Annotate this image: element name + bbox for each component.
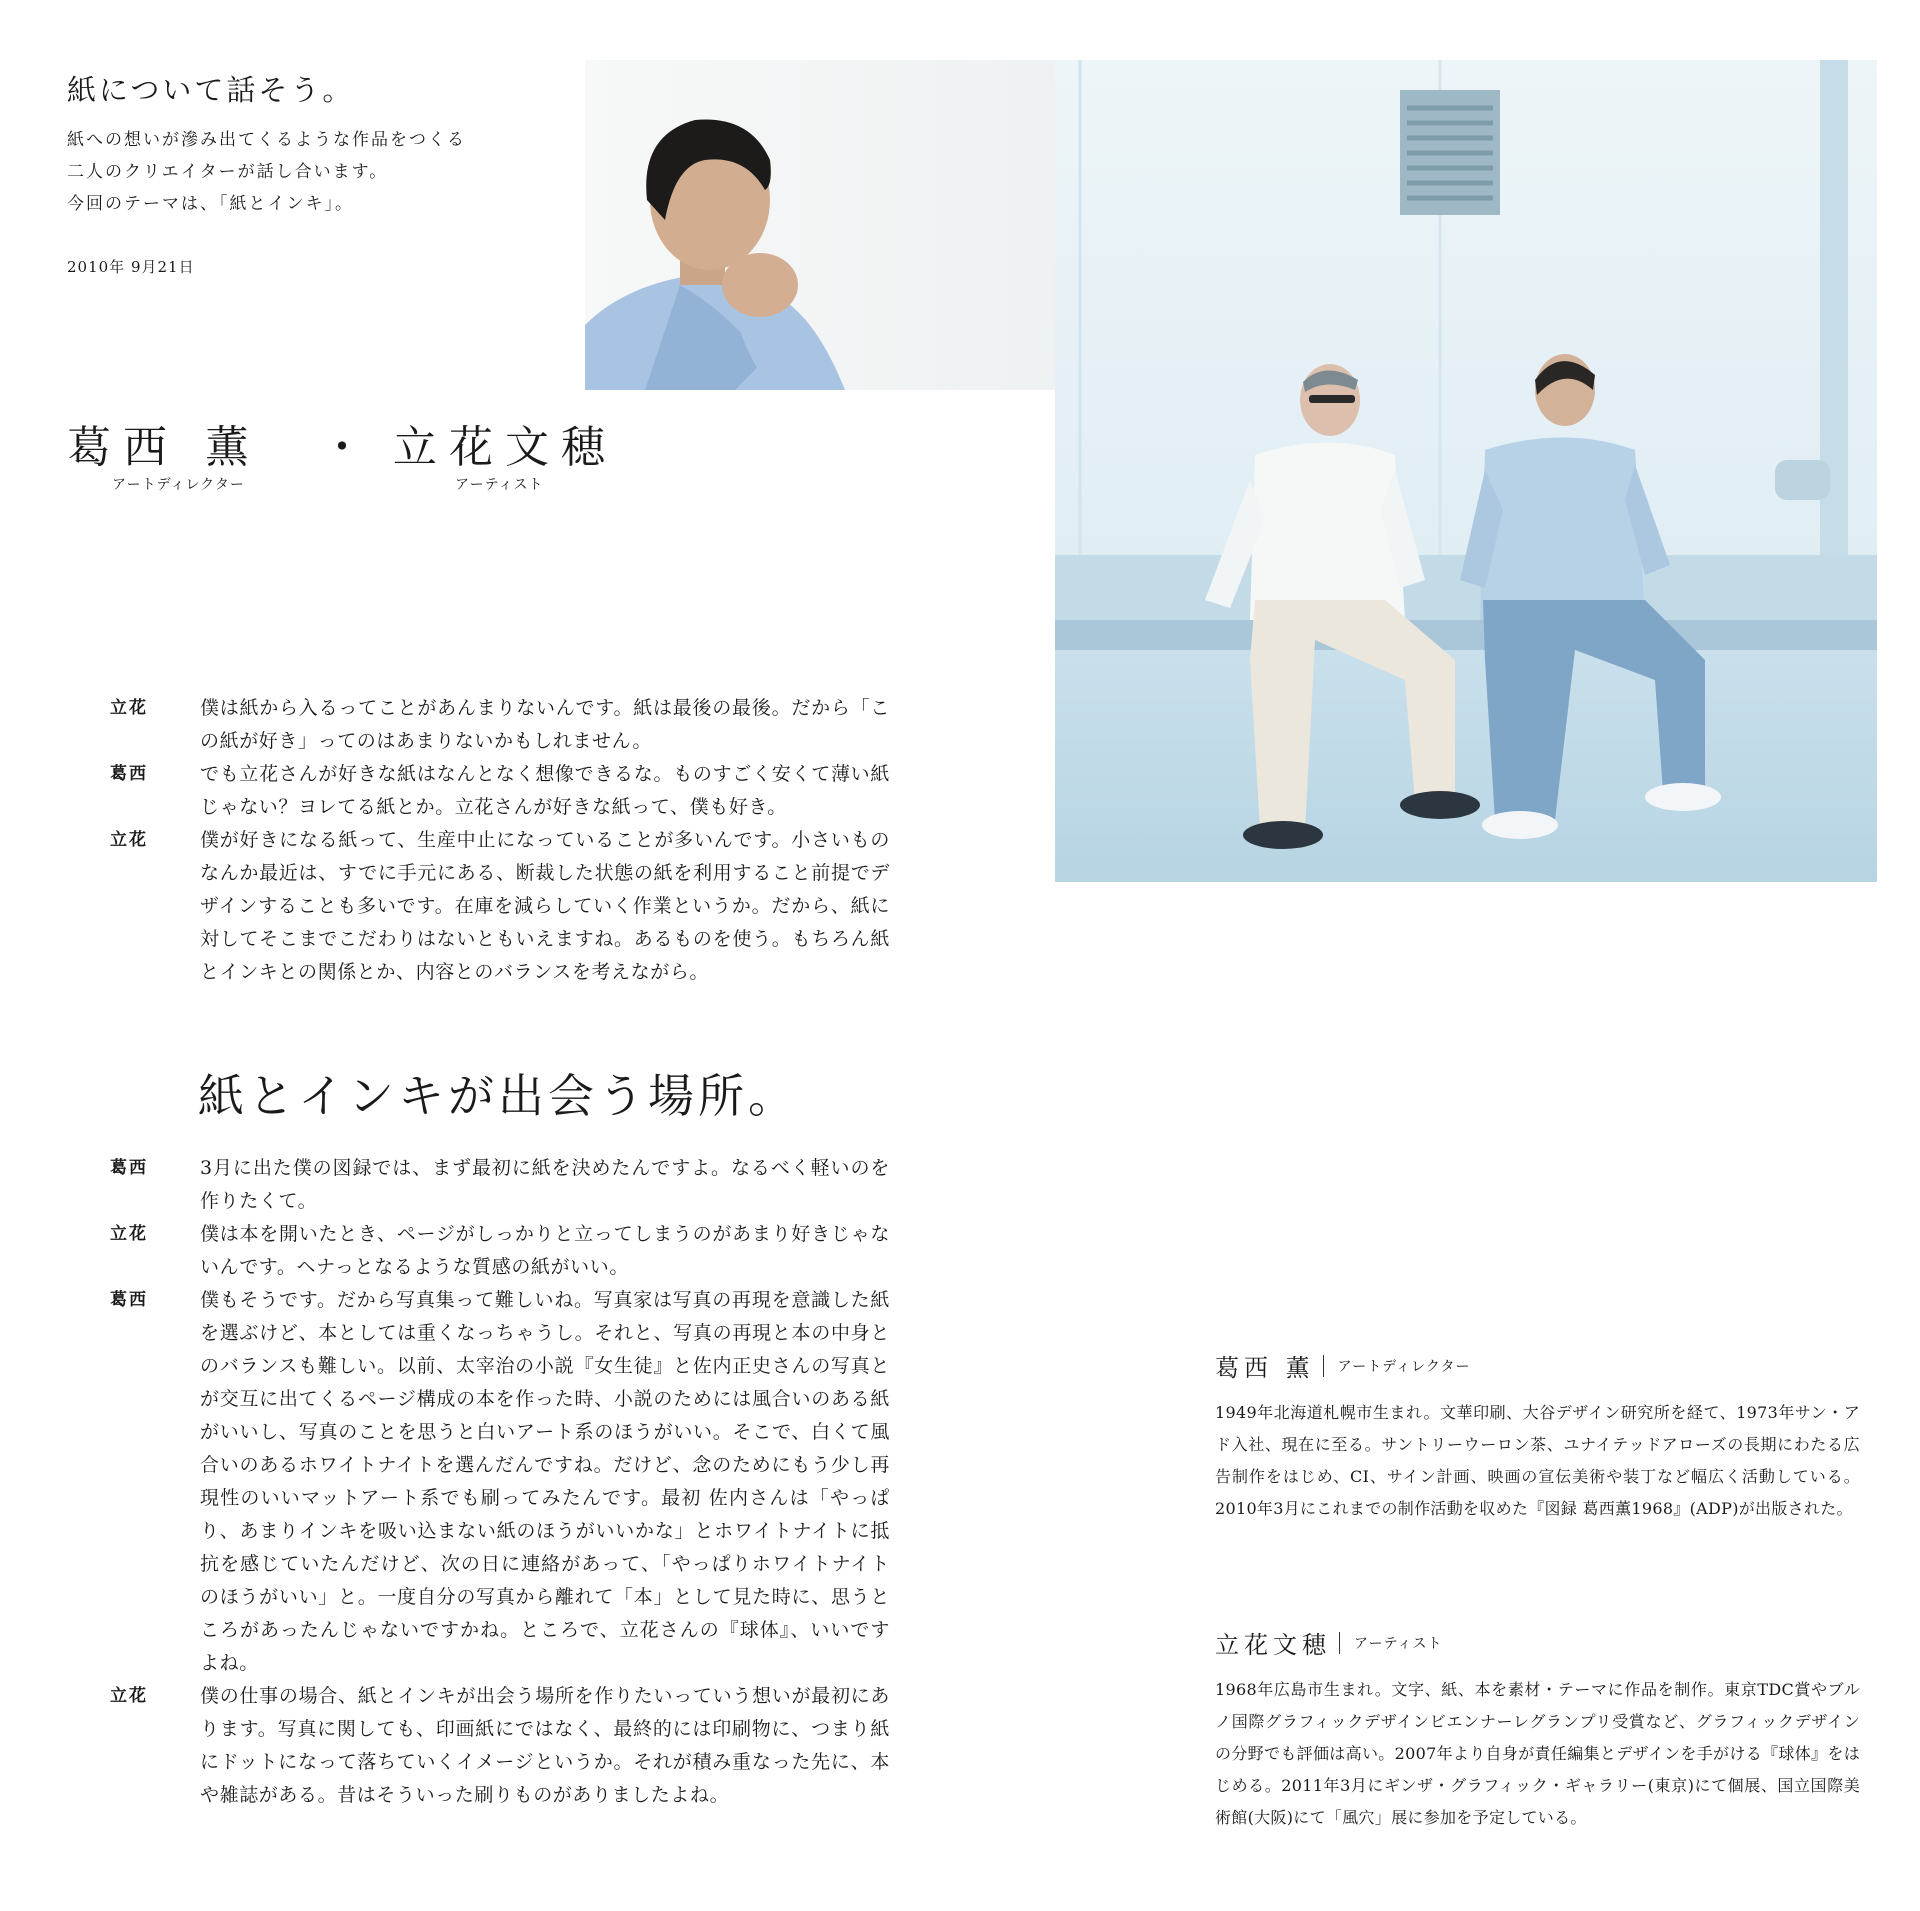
speaker-label: 葛西 [110,1158,148,1178]
dialogue-turn [110,1152,890,1218]
dialogue-text: 僕もそうです。だから写真集って難しいね。写真家は写真の再現を意識した紙を選ぶけど、本としては重くなっちゃうし。それと、写真の再現と本の中身とのバランスも難しい。以前、太宰治の小説『女生徒』と佐内正史さんの写真とが交互に出てくるページ構成の本を作った時、小説のためには風合いのある紙がいいし、写真のことを思うと白いアート系のほうがいい。そこで、白くて風合いのあるホワイトナイトを選んだんですね。だけど、念のためにもう少し再現性のいいマットアート系でも刷ってみたんです。最初 佐内さんは「やっぱり、あまりインキを吸い込まない紙のほうがいいかな」とホワイトナイトに抵抗を感じていたんだけど、次の日に連絡があって、「やっぱりホワイトナイトのほうがいい」と。一度自分の写真から離れて「本」として見た時に、思うところがあったんじゃないですかね。ところで、立花さんの『球体』、いいですよね。 [200,1289,890,1674]
dialogue-text: 僕が好きになる紙って、生産中止になっていることが多いんです。小さいものなんか最近は、すでに手元にある、断裁した状態の紙を利用すること前提でデザインすることも多いです。在庫を減らしていく作業というか。だから、紙に対してそこまでこだわりはないともいえますね。あるものを使う。もちろん紙とインキとの関係とか、内容とのバランスを考えながら。 [200,829,890,983]
intro-line: 紙への想いが滲み出てくるような作品をつくる [67,130,466,150]
profile-tachibana [1215,1625,1860,1834]
speaker-label: 立花 [110,1686,148,1706]
profile-divider [1323,1355,1324,1377]
publish-date: 2010年 9月21日 [67,258,195,276]
intro-line: 今回のテーマは、「紙とインキ」。 [67,194,354,214]
intro-text [67,124,466,220]
dialogue-text: 僕は紙から入るってことがあんまりないんです。紙は最後の最後。だから「この紙が好き」ってのはあまりないかもしれません。 [200,697,890,752]
dialogue-turn [110,758,890,824]
names-separator: ・ [320,422,376,473]
speaker-label: 立花 [110,698,148,718]
dialogue-text: 僕は本を開いたとき、ページがしっかりと立ってしまうのがあまり好きじゃないんです。ヘナっとなるような質感の紙がいい。 [200,1223,890,1278]
speaker-label: 葛西 [110,764,148,784]
duo-photo [1055,60,1877,882]
profile-name: 立花文穂 [1215,1631,1331,1659]
profile-bio: 1949年北海道札幌市生まれ。文華印刷、大谷デザイン研究所を経て、1973年サン・アド入社、現在に至る。サントリーウーロン茶、ユナイテッドアローズの長期にわたる広告制作をはじめ、CI、サイン計画、映画の宣伝美術や装丁など幅広く活動している。2010年3月にこれまでの制作活動を収めた『図録 葛西薫1968』(ADP)が出版された。 [1215,1403,1860,1518]
dialogue-text: 3月に出た僕の図録では、まず最初に紙を決めたんですよ。なるべく軽いのを作りたくて。 [200,1157,890,1212]
speaker-label: 葛西 [110,1290,148,1310]
profile-name: 葛西 薫 [1215,1354,1315,1382]
profile-divider [1339,1632,1340,1654]
dialogue-text: 僕の仕事の場合、紙とインキが出会う場所を作りたいっていう想いが最初にあります。写真に関しても、印画紙にではなく、最終的には印刷物に、つまり紙にドットになって落ちていくイメージというか。それが積み重なった先に、本や雑誌がある。昔はそういった刷りものがありましたよね。 [200,1685,890,1806]
person2-name-heading: 立花文穂 [393,422,617,473]
dialogue-turn [110,1218,890,1284]
speaker-label: 立花 [110,1224,148,1244]
dialogue-turn [110,692,890,758]
section-heading: 紙とインキが出会う場所。 [198,1069,798,1123]
speaker-label: 立花 [110,830,148,850]
person2-role-label: アーティスト [455,477,544,493]
profile-kasai [1215,1348,1860,1525]
profile-bio: 1968年広島市生まれ。文字、紙、本を素材・テーマに作品を制作。東京TDC賞やブルノ国際グラフィックデザインビエンナーレグランプリ受賞など、グラフィックデザインの分野でも評価は高い。2007年より自身が責任編集とデザインを手がける『球体』をはじめる。2011年3月にギンザ・グラフィック・ギャラリー(東京)にて個展、国立国際美術館(大阪)にて「風穴」展に参加を予定している。 [1215,1680,1860,1827]
profile-role: アートディレクター [1337,1358,1471,1375]
person1-name-heading: 葛西 薫 [67,422,261,473]
page-title: 紙について話そう。 [67,73,355,107]
dialogue-turn [110,1680,890,1812]
dialogue-turn [110,824,890,989]
profile-role: アーティスト [1354,1635,1443,1652]
dialogue-block-2 [110,1152,890,1812]
intro-line: 二人のクリエイターが話し合います。 [67,162,389,182]
portrait-photo [585,60,1080,390]
person1-role-label: アートディレクター [112,477,245,493]
dialogue-block-1 [110,692,890,989]
dialogue-turn [110,1284,890,1680]
dialogue-text: でも立花さんが好きな紙はなんとなく想像できるな。ものすごく安くて薄い紙じゃない？ヨレてる紙とか。立花さんが好きな紙って、僕も好き。 [200,763,890,818]
